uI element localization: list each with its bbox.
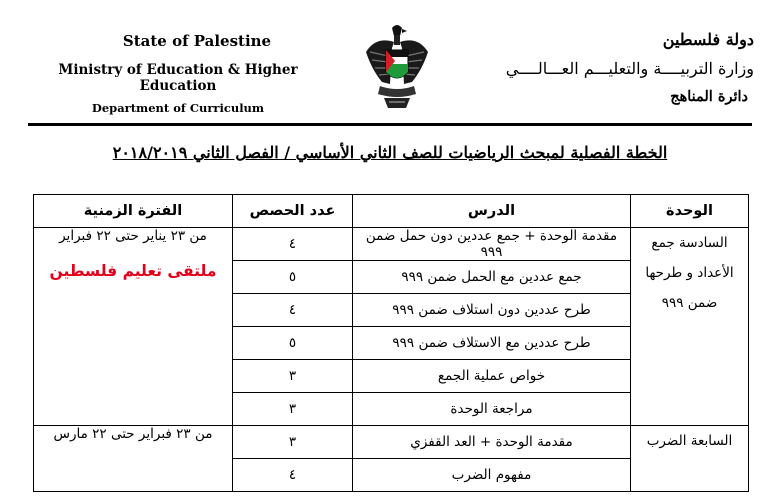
palestine-eagle-emblem-icon: [362, 22, 432, 114]
unit-cell: السادسة جمع الأعداد و طرحها ضمن ٩٩٩: [631, 228, 749, 426]
table-row: [34, 228, 749, 261]
english-ministry-name: Ministry of Education & Higher Education: [58, 62, 298, 94]
table-row: [34, 426, 749, 459]
english-state-name: State of Palestine: [122, 32, 272, 50]
arabic-state-name: دولة فلسطين: [662, 30, 754, 49]
plan-title: الخطة الفصلية لمبحث الرياضيات للصف الثاني الأساسي / الفصل الثاني ٢٠١٨/٢٠١٩: [112, 143, 668, 162]
arabic-ministry-name: وزارة التربيــــة والتعليـــم العـــالــــي: [505, 59, 754, 78]
arabic-department-name: دائرة المناهج: [670, 88, 748, 105]
count-cell: ٤: [233, 294, 353, 327]
period-text: من ٢٣ يناير حتى ٢٢ فبراير: [59, 228, 207, 244]
lesson-cell: مقدمة الوحدة + العد القفزي: [353, 426, 631, 459]
semester-plan-table: [33, 194, 749, 492]
lesson-cell: طرح عددين مع الاستلاف ضمن ٩٩٩: [353, 327, 631, 360]
period-text: من ٢٣ فبراير حتى ٢٢ مارس: [53, 426, 213, 442]
lesson-cell: مقدمة الوحدة + جمع عددين دون حمل ضمن ٩٩٩: [353, 228, 631, 261]
header-unit: الوحدة: [631, 195, 749, 228]
table-header-row: [34, 195, 749, 228]
count-cell: ٣: [233, 426, 353, 459]
count-cell: ٣: [233, 360, 353, 393]
lesson-cell: مفهوم الضرب: [353, 459, 631, 492]
period-cell: [34, 426, 233, 492]
count-cell: ٤: [233, 459, 353, 492]
header-period: الفترة الزمنية: [34, 195, 233, 228]
count-cell: ٤: [233, 228, 353, 261]
count-cell: ٥: [233, 261, 353, 294]
period-cell: [34, 228, 233, 426]
english-department-name: Department of Curriculum: [91, 101, 265, 115]
lesson-cell: خواص عملية الجمع: [353, 360, 631, 393]
count-cell: ٥: [233, 327, 353, 360]
lesson-cell: طرح عددين دون استلاف ضمن ٩٩٩: [353, 294, 631, 327]
site-watermark-text: ملتقى تعليم فلسطين: [49, 262, 217, 280]
arabic-header: [454, 30, 754, 105]
lesson-cell: مراجعة الوحدة: [353, 393, 631, 426]
unit-cell: السابعة الضرب: [631, 426, 749, 492]
header-divider: [28, 123, 752, 126]
english-header: [28, 32, 328, 115]
header-lesson: الدرس: [353, 195, 631, 228]
lesson-cell: جمع عددين مع الحمل ضمن ٩٩٩: [353, 261, 631, 294]
header-count: عدد الحصص: [233, 195, 353, 228]
count-cell: ٣: [233, 393, 353, 426]
